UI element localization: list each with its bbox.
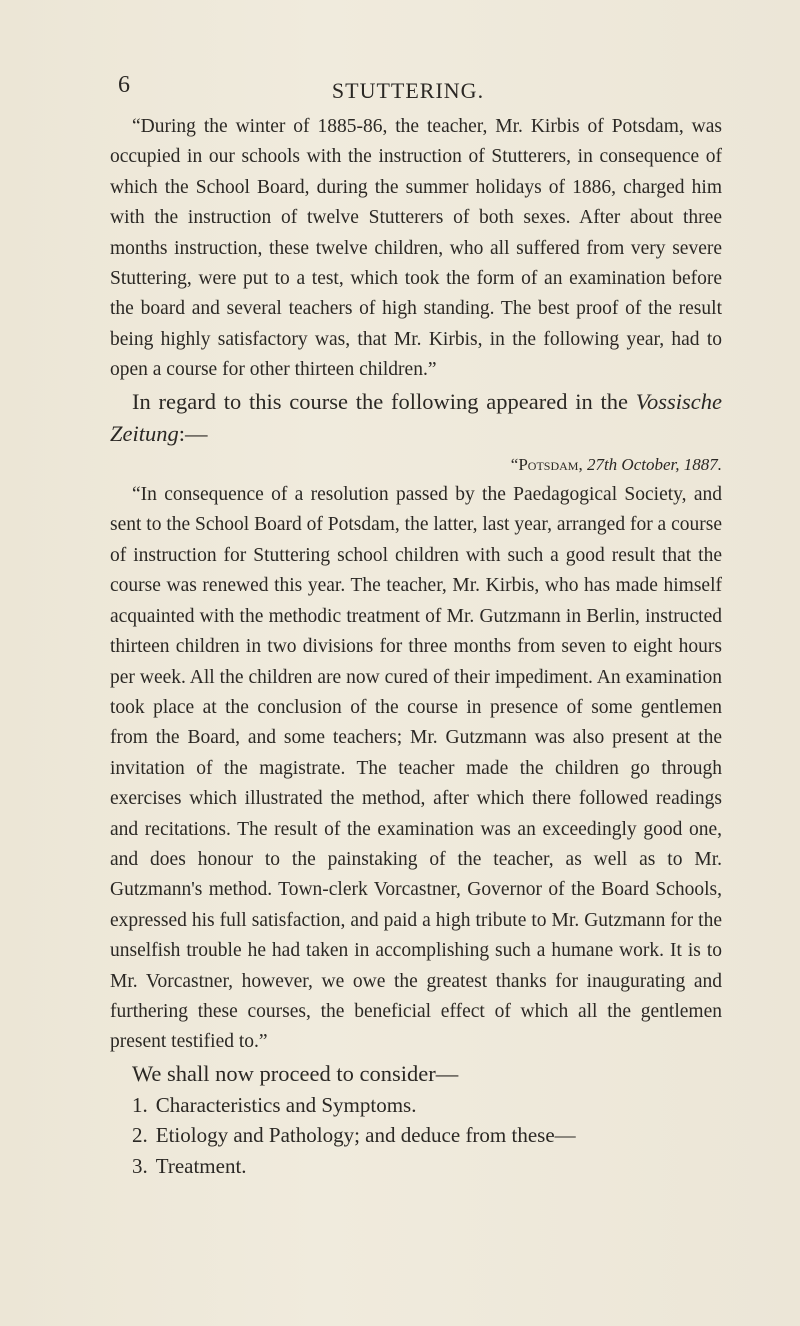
- intro-suffix: :—: [178, 420, 208, 446]
- page-header: [118, 72, 698, 108]
- list-item-number: 1.: [132, 1092, 148, 1117]
- list-item-number: 3.: [132, 1153, 148, 1178]
- list-item: [110, 1120, 722, 1151]
- body-text: [110, 112, 722, 1181]
- topic-list: [110, 1090, 722, 1182]
- dateline-date: 27th October, 1887.: [586, 454, 722, 474]
- list-item: [110, 1151, 722, 1182]
- list-item: [110, 1090, 722, 1121]
- list-item-number: 2.: [132, 1123, 148, 1148]
- dateline: [110, 450, 722, 480]
- quote-paragraph-1: “During the winter of 1885-86, the teacher, Mr. Kirbis of Potsdam, was occupied in our schools with the instruction of Stutterers, in consequence of which the School Board, during the summer holidays of 1886, charged him with the instruction of twelve Stutterers of both sexes. After about three months instruction, these twelve children, who all suffered from very severe Stuttering, were put to a test, which took the form of an examination before the board and several teachers of high standing. The best proof of the result being highly satisfactory was, that Mr. Kirbis, in the following year, had to open a course for other thirteen children.”: [110, 116, 722, 381]
- newspaper-title: Vossische Zeitung: [110, 388, 722, 446]
- list-item-text: Etiology and Pathology; and deduce from these—: [155, 1123, 576, 1148]
- page-number: 6: [118, 72, 130, 98]
- list-item-text: Treatment.: [155, 1153, 247, 1178]
- running-head: STUTTERING.: [331, 78, 485, 103]
- intro-text: In regard to this course the following appeared in the: [132, 388, 628, 414]
- conclusion-paragraph: We shall now proceed to consider—: [132, 1060, 459, 1086]
- quote-paragraph-2: “In consequence of a resolution passed by the Paedagogical Society, and sent to the School Board of Potsdam, the latter, last year, arranged for a course of instruction for Stuttering school children with such a good result that the course was renewed this year. The teacher, Mr. Kirbis, who has made himself acquainted with the methodic treatment of Mr. Gutzmann in Berlin, instructed thirteen children in two divisions for three months from seven to eight hours per week. All the children are now cured of their impediment. An examination took place at the conclusion of the course in presence of some gentlemen from the Board, and some teachers; Mr. Gutzmann was also present at the invitation of the magistrate. The teacher made the children go through exercises which illustrated the method, after which there followed readings and recitations. The result of the examination was an exceedingly good one, and does honour to the painstaking of the teacher, as well as to Mr. Gutzmann's method. Town-clerk Vorcastner, Governor of the Board Schools, expressed his full satisfaction, and paid a high tribute to Mr. Gutzmann for the unselfish trouble he had taken in accomplishing such a humane work. It is to Mr. Vorcastner, however, we owe the greatest thanks for inaugurating and furthering these courses, the beneficial effect of which all the gentlemen present testified to.”: [110, 484, 722, 1053]
- dateline-place: “Potsdam,: [510, 454, 583, 474]
- list-item-text: Characteristics and Symptoms.: [155, 1092, 417, 1117]
- intro-paragraph: [110, 386, 722, 450]
